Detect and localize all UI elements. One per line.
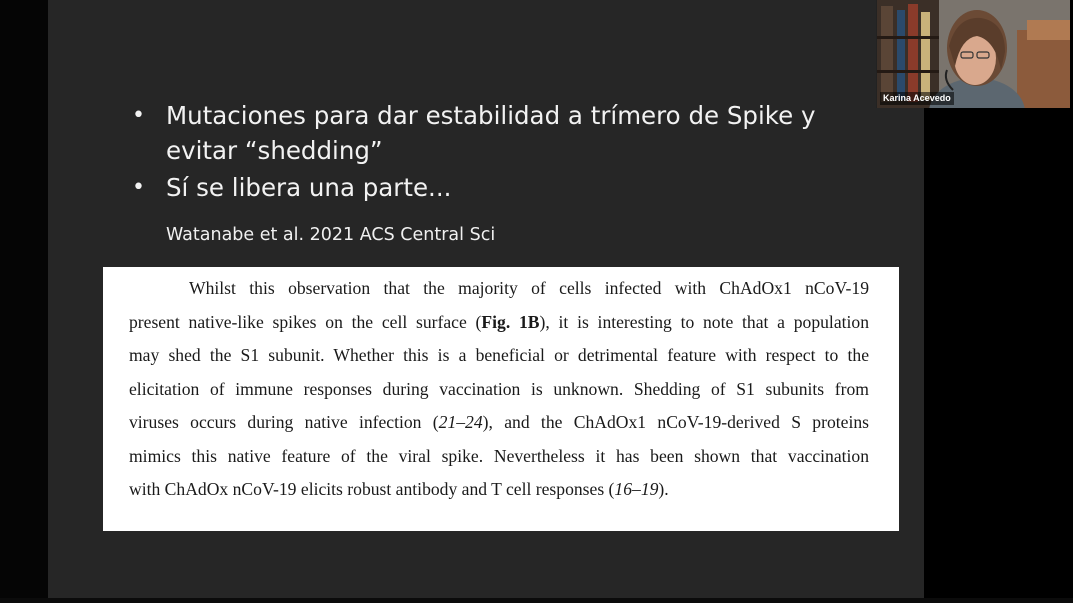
- bullet-text: Mutaciones para dar estabilidad a trímero de Spike y: [166, 101, 816, 130]
- bullet-dot: •: [132, 175, 145, 200]
- bullet-text: Sí se libera una parte...: [166, 173, 452, 202]
- bullet-dot: •: [132, 103, 145, 128]
- excerpt-line: with ChAdOx nCoV-19 elicits robust antibody and T cell responses (16–19).: [129, 479, 669, 499]
- bullet-text-continuation: evitar “shedding”: [166, 136, 383, 165]
- bullet-item: [130, 170, 870, 205]
- reference-citation: 21–24: [438, 412, 483, 432]
- paper-excerpt-box: [103, 267, 899, 531]
- excerpt-line: may shed the S1 subunit. Whether this is a beneficial or detrimental feature with respect to the: [129, 345, 869, 365]
- excerpt-line: viruses occurs during native infection (21–24), and the ChAdOx1 nCoV-19-derived S proteins: [129, 412, 869, 432]
- excerpt-line: Whilst this observation that the majority of cells infected with ChAdOx1 nCoV-19: [189, 278, 869, 298]
- paper-excerpt-text: [129, 272, 869, 507]
- screen-edge-left: [0, 0, 48, 603]
- excerpt-line: elicitation of immune responses during vaccination is unknown. Shedding of S1 subunits from: [129, 378, 869, 399]
- slide-citation: Watanabe et al. 2021 ACS Central Sci: [166, 225, 496, 245]
- bullet-item: [130, 98, 870, 168]
- figure-reference: Fig. 1B: [481, 311, 540, 332]
- excerpt-line: present native-like spikes on the cell surface (Fig. 1B), it is interesting to note that a population: [129, 311, 869, 332]
- participant-video-tile[interactable]: [876, 0, 1070, 108]
- slide-bullet-list: [130, 98, 870, 205]
- participant-name-label: Karina Acevedo: [880, 92, 954, 105]
- screen-edge-bottom: [0, 598, 1073, 603]
- reference-citation: 16–19: [614, 479, 659, 499]
- excerpt-line: mimics this native feature of the viral spike. Nevertheless it has been shown that vaccination: [129, 445, 869, 466]
